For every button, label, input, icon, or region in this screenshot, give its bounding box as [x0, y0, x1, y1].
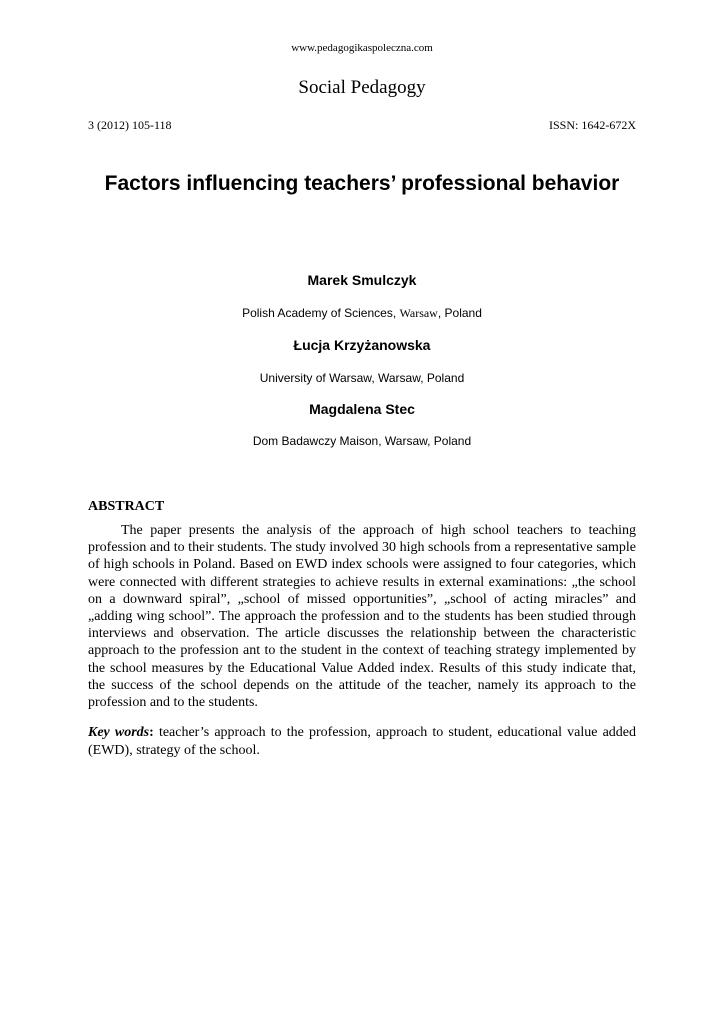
keywords-text: teacher’s approach to the profession, approach to student, educational value added (EWD), strategy of the school.	[88, 725, 637, 758]
author-name: Magdalena Stec	[309, 401, 415, 417]
keywords-label: Key words	[88, 725, 150, 740]
abstract-text: The paper presents the analysis of the approach of high school teachers to teaching profession and to their students. The study involved 30 high schools from a representative sample of high schools in Poland. Based on EWD index schools were assigned to four categories, which were connected with different strategies to achieve results in external examinations: „the school on a downward spiral”, „school of missed opportunities”, „school of acting miracles” and „adding wing school”. The approach the profession and to the students has been studied through interviews and observation. The article discusses the relationship between the characteristic approach to the profession ant to the student in the context of teaching strategy implemented by the school measures by the Educational Value Added index. Results of this study indicate that, the success of the school depends on the attitude of the teacher, namely its approach to the profession and to the students.	[88, 523, 636, 711]
keywords: Key words: teacher’s approach to the profession, approach to student, educational value added (EWD), strategy of the school.	[88, 725, 637, 758]
author-name: Łucja Krzyżanowska	[293, 337, 431, 353]
author-affiliation: University of Warsaw, Warsaw, Poland	[259, 371, 465, 385]
author-affiliation: Polish Academy of Sciences, Warsaw, Poland	[242, 306, 482, 320]
abstract-heading: ABSTRACT	[88, 499, 165, 514]
author-affiliation: Dom Badawczy Maison, Warsaw, Poland	[252, 434, 472, 448]
paper-title: Factors influencing teachers’ professional behavior	[104, 172, 620, 195]
issue-info: 3 (2012) 105-118	[88, 118, 172, 132]
journal-url: www.pedagogikaspoleczna.com	[291, 42, 433, 54]
journal-name: Social Pedagogy	[298, 77, 426, 98]
issn: ISSN: 1642-672X	[548, 118, 636, 132]
author-name: Marek Smulczyk	[307, 272, 417, 288]
